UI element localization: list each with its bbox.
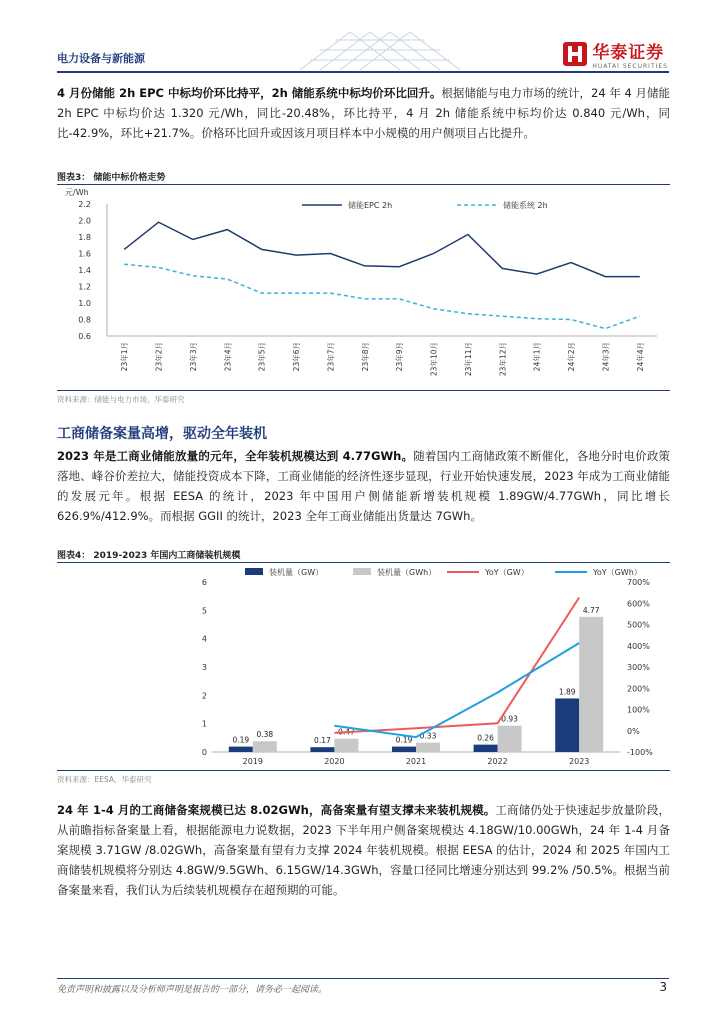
installation-chart xyxy=(57,564,670,768)
bar-data-label: 4.77 xyxy=(582,605,600,615)
header-decoration-graphic xyxy=(290,30,470,72)
bar-data-label: 0.17 xyxy=(314,736,331,746)
left-y-tick-label: 3 xyxy=(201,663,207,672)
x-tick-label: 24年3月 xyxy=(601,342,611,372)
figure4-label: 图表4： 2019-2023 年国内工商储装机规模 xyxy=(57,551,241,561)
page-number: 3 xyxy=(659,980,667,994)
legend-label: 储能EPC 2h xyxy=(348,201,393,210)
left-y-tick-label: 1 xyxy=(201,719,207,729)
right-y-tick-label: 600% xyxy=(627,599,650,609)
paragraph-body: 根据储能与电力市场的统计，24 年 4 月储能 2h EPC 中标均价达 1.320 元/Wh，同比-20.48%，环比持平，4 月 2h 储能系统中标均价达 0.840 元/Wh，同比-42.9%，环比+21.7%。价格环比回升或因该月项目样本中小规模的用户侧项目占比提升。 xyxy=(57,86,670,140)
left-y-tick-label: 2 xyxy=(201,691,207,701)
legend-label: YoY（GW） xyxy=(485,568,529,577)
x-tick-label: 23年10月 xyxy=(429,342,439,377)
right-y-tick-label: 0% xyxy=(627,726,640,736)
legend-label: 装机量（GW） xyxy=(269,568,324,577)
figure3-source: 资料来源：储能与电力市场，华泰研究 xyxy=(57,395,185,404)
y-tick-label: 2.0 xyxy=(78,216,91,226)
right-y-tick-label: 700% xyxy=(627,578,650,587)
bar-gw xyxy=(392,747,416,752)
paragraph-installation xyxy=(57,446,670,526)
x-tick-label: 23年8月 xyxy=(360,342,370,372)
y-axis-unit-label: 元/Wh xyxy=(65,188,89,197)
y-tick-label: 1.6 xyxy=(78,249,91,259)
x-tick-label: 24年2月 xyxy=(567,342,577,372)
legend-swatch xyxy=(245,568,263,575)
right-y-tick-label: -100% xyxy=(627,748,653,757)
bar-gwh xyxy=(498,726,522,752)
left-y-tick-label: 6 xyxy=(201,578,207,587)
y-tick-label: 1.4 xyxy=(78,266,91,275)
y-tick-label: 2.2 xyxy=(78,200,91,209)
x-tick-label: 2020 xyxy=(324,757,345,766)
paragraph-lead: 4 月份储能 2h EPC 中标均价环比持平，2h 储能系统中标均价环比回升。 xyxy=(57,86,442,100)
paragraph-body: 随着国内工商储政策不断催化，各地分时电价政策落地、峰谷价差拉大，储能投资成本下降，工商业储能的经济性逐步显现，行业开始快速发展，2023 年成为工商业储能的发展元年。根据 EESA 的统计，2023 年中国用户侧储能新增装机规模 1.89GW/4.77GWh，同比增长 626.9%/412.9%。而根据 GGII 的统计，2023 全年工商业储能出货量达 7GWh。 xyxy=(57,449,671,523)
x-tick-label: 23年1月 xyxy=(120,342,130,372)
right-y-tick-label: 500% xyxy=(627,620,650,630)
y-tick-label: 1.2 xyxy=(78,282,91,292)
figure4-bottom-rule xyxy=(57,770,670,771)
section-title: 工商储备案量高增，驱动全年装机 xyxy=(57,426,267,442)
bar-data-label: 0.19 xyxy=(232,735,250,745)
paragraph-filing xyxy=(57,800,670,900)
bar-gwh xyxy=(253,741,277,752)
bar-data-label: 0.93 xyxy=(501,714,518,724)
x-tick-label: 23年2月 xyxy=(154,342,164,372)
bar-gw xyxy=(229,747,253,752)
legend-swatch xyxy=(353,568,371,575)
x-tick-label: 23年9月 xyxy=(395,342,405,372)
figure4-top-rule xyxy=(57,562,670,563)
logo-mark-icon xyxy=(562,41,588,67)
x-tick-label: 23年3月 xyxy=(188,342,198,372)
y-tick-label: 0.8 xyxy=(78,315,91,325)
series-line-system-2h xyxy=(124,264,640,328)
company-logo xyxy=(562,38,668,70)
left-y-tick-label: 0 xyxy=(201,748,207,757)
bar-data-label: 0.33 xyxy=(419,731,437,741)
bar-gwh xyxy=(334,739,358,752)
price-trend-chart xyxy=(57,186,670,386)
x-tick-label: 2022 xyxy=(487,757,508,766)
legend-label: YoY（GWh） xyxy=(593,568,642,577)
series-line-yoy-gwh xyxy=(334,643,579,737)
header-rule xyxy=(57,71,669,73)
footer-rule xyxy=(57,978,669,979)
bar-gwh xyxy=(579,617,603,752)
bar-data-label: 0.19 xyxy=(395,735,413,745)
left-y-tick-label: 5 xyxy=(201,606,207,616)
figure3-bottom-rule xyxy=(57,390,670,391)
legend-label: 储能系统 2h xyxy=(503,201,548,210)
x-tick-label: 2023 xyxy=(569,757,590,766)
bar-gw xyxy=(555,698,579,752)
bar-data-label: 0.47 xyxy=(338,727,355,737)
bar-gw xyxy=(310,747,334,752)
paragraph-price-trend xyxy=(57,83,670,143)
right-y-tick-label: 100% xyxy=(627,705,650,715)
footer-disclaimer: 免责声明和披露以及分析师声明是报告的一部分，请务必一起阅读。 xyxy=(57,985,328,995)
bar-gwh xyxy=(416,743,440,752)
right-y-tick-label: 200% xyxy=(627,684,650,694)
x-tick-label: 23年4月 xyxy=(223,342,233,372)
x-tick-label: 23年12月 xyxy=(498,342,508,377)
left-y-tick-label: 4 xyxy=(201,634,207,644)
bar-data-label: 1.89 xyxy=(558,687,576,697)
legend-label: 装机量（GWh） xyxy=(377,568,437,577)
right-y-tick-label: 400% xyxy=(627,641,650,651)
figure4-source: 资料来源：EESA，华泰研究 xyxy=(57,775,152,784)
series-line-epc-2h xyxy=(124,222,640,276)
logo-chinese-name: 华泰证券 xyxy=(592,43,665,63)
y-tick-label: 1.0 xyxy=(78,299,91,308)
y-tick-label: 1.8 xyxy=(78,233,91,242)
x-tick-label: 2019 xyxy=(242,757,263,766)
right-y-tick-label: 300% xyxy=(627,663,650,672)
bar-data-label: 0.38 xyxy=(256,730,274,740)
figure3-top-rule xyxy=(57,184,670,185)
x-tick-label: 23年6月 xyxy=(292,342,302,372)
bar-gw xyxy=(474,745,498,752)
figure3-label: 图表3： 储能中标价格走势 xyxy=(57,173,166,183)
x-tick-label: 2021 xyxy=(405,757,427,766)
x-tick-label: 23年11月 xyxy=(463,342,473,377)
x-tick-label: 24年1月 xyxy=(532,342,542,372)
y-tick-label: 0.6 xyxy=(78,332,91,341)
x-tick-label: 23年7月 xyxy=(326,342,336,372)
x-tick-label: 24年4月 xyxy=(635,342,645,372)
logo-english-name: HUATAI SECURITIES xyxy=(592,63,668,70)
paragraph-body: 工商储仍处于快速起步放量阶段，从前瞻指标备案量上看，根据能源电力说数据，2023 下半年用户侧备案规模达 4.18GW/10.00GWh，24 年 1-4 月备案规模 3.71GW /8.02GWh，高备案量有望有力支撑 2024 年装机规模。根据 EESA 的估计，2024 和 2025 年国内工商储装机规模将分别达 4.8GW/9.5GWh、6.15GW/14.3GWh，容量口径同比增速分别达到 99.2% /50.5%。根据当前备案量来看，我们认为后续装机规模存在超预期的可能。 xyxy=(57,803,670,897)
paragraph-lead: 24 年 1-4 月的工商储备案规模已达 8.02GWh，高备案量有望支撑未来装机规模。 xyxy=(57,803,496,817)
bar-data-label: 0.26 xyxy=(477,733,494,743)
paragraph-lead: 2023 年是工商业储能放量的元年，全年装机规模达到 4.77GWh。 xyxy=(57,449,414,463)
header-title: 电力设备与新能源 xyxy=(57,52,145,65)
x-tick-label: 23年5月 xyxy=(257,342,267,372)
